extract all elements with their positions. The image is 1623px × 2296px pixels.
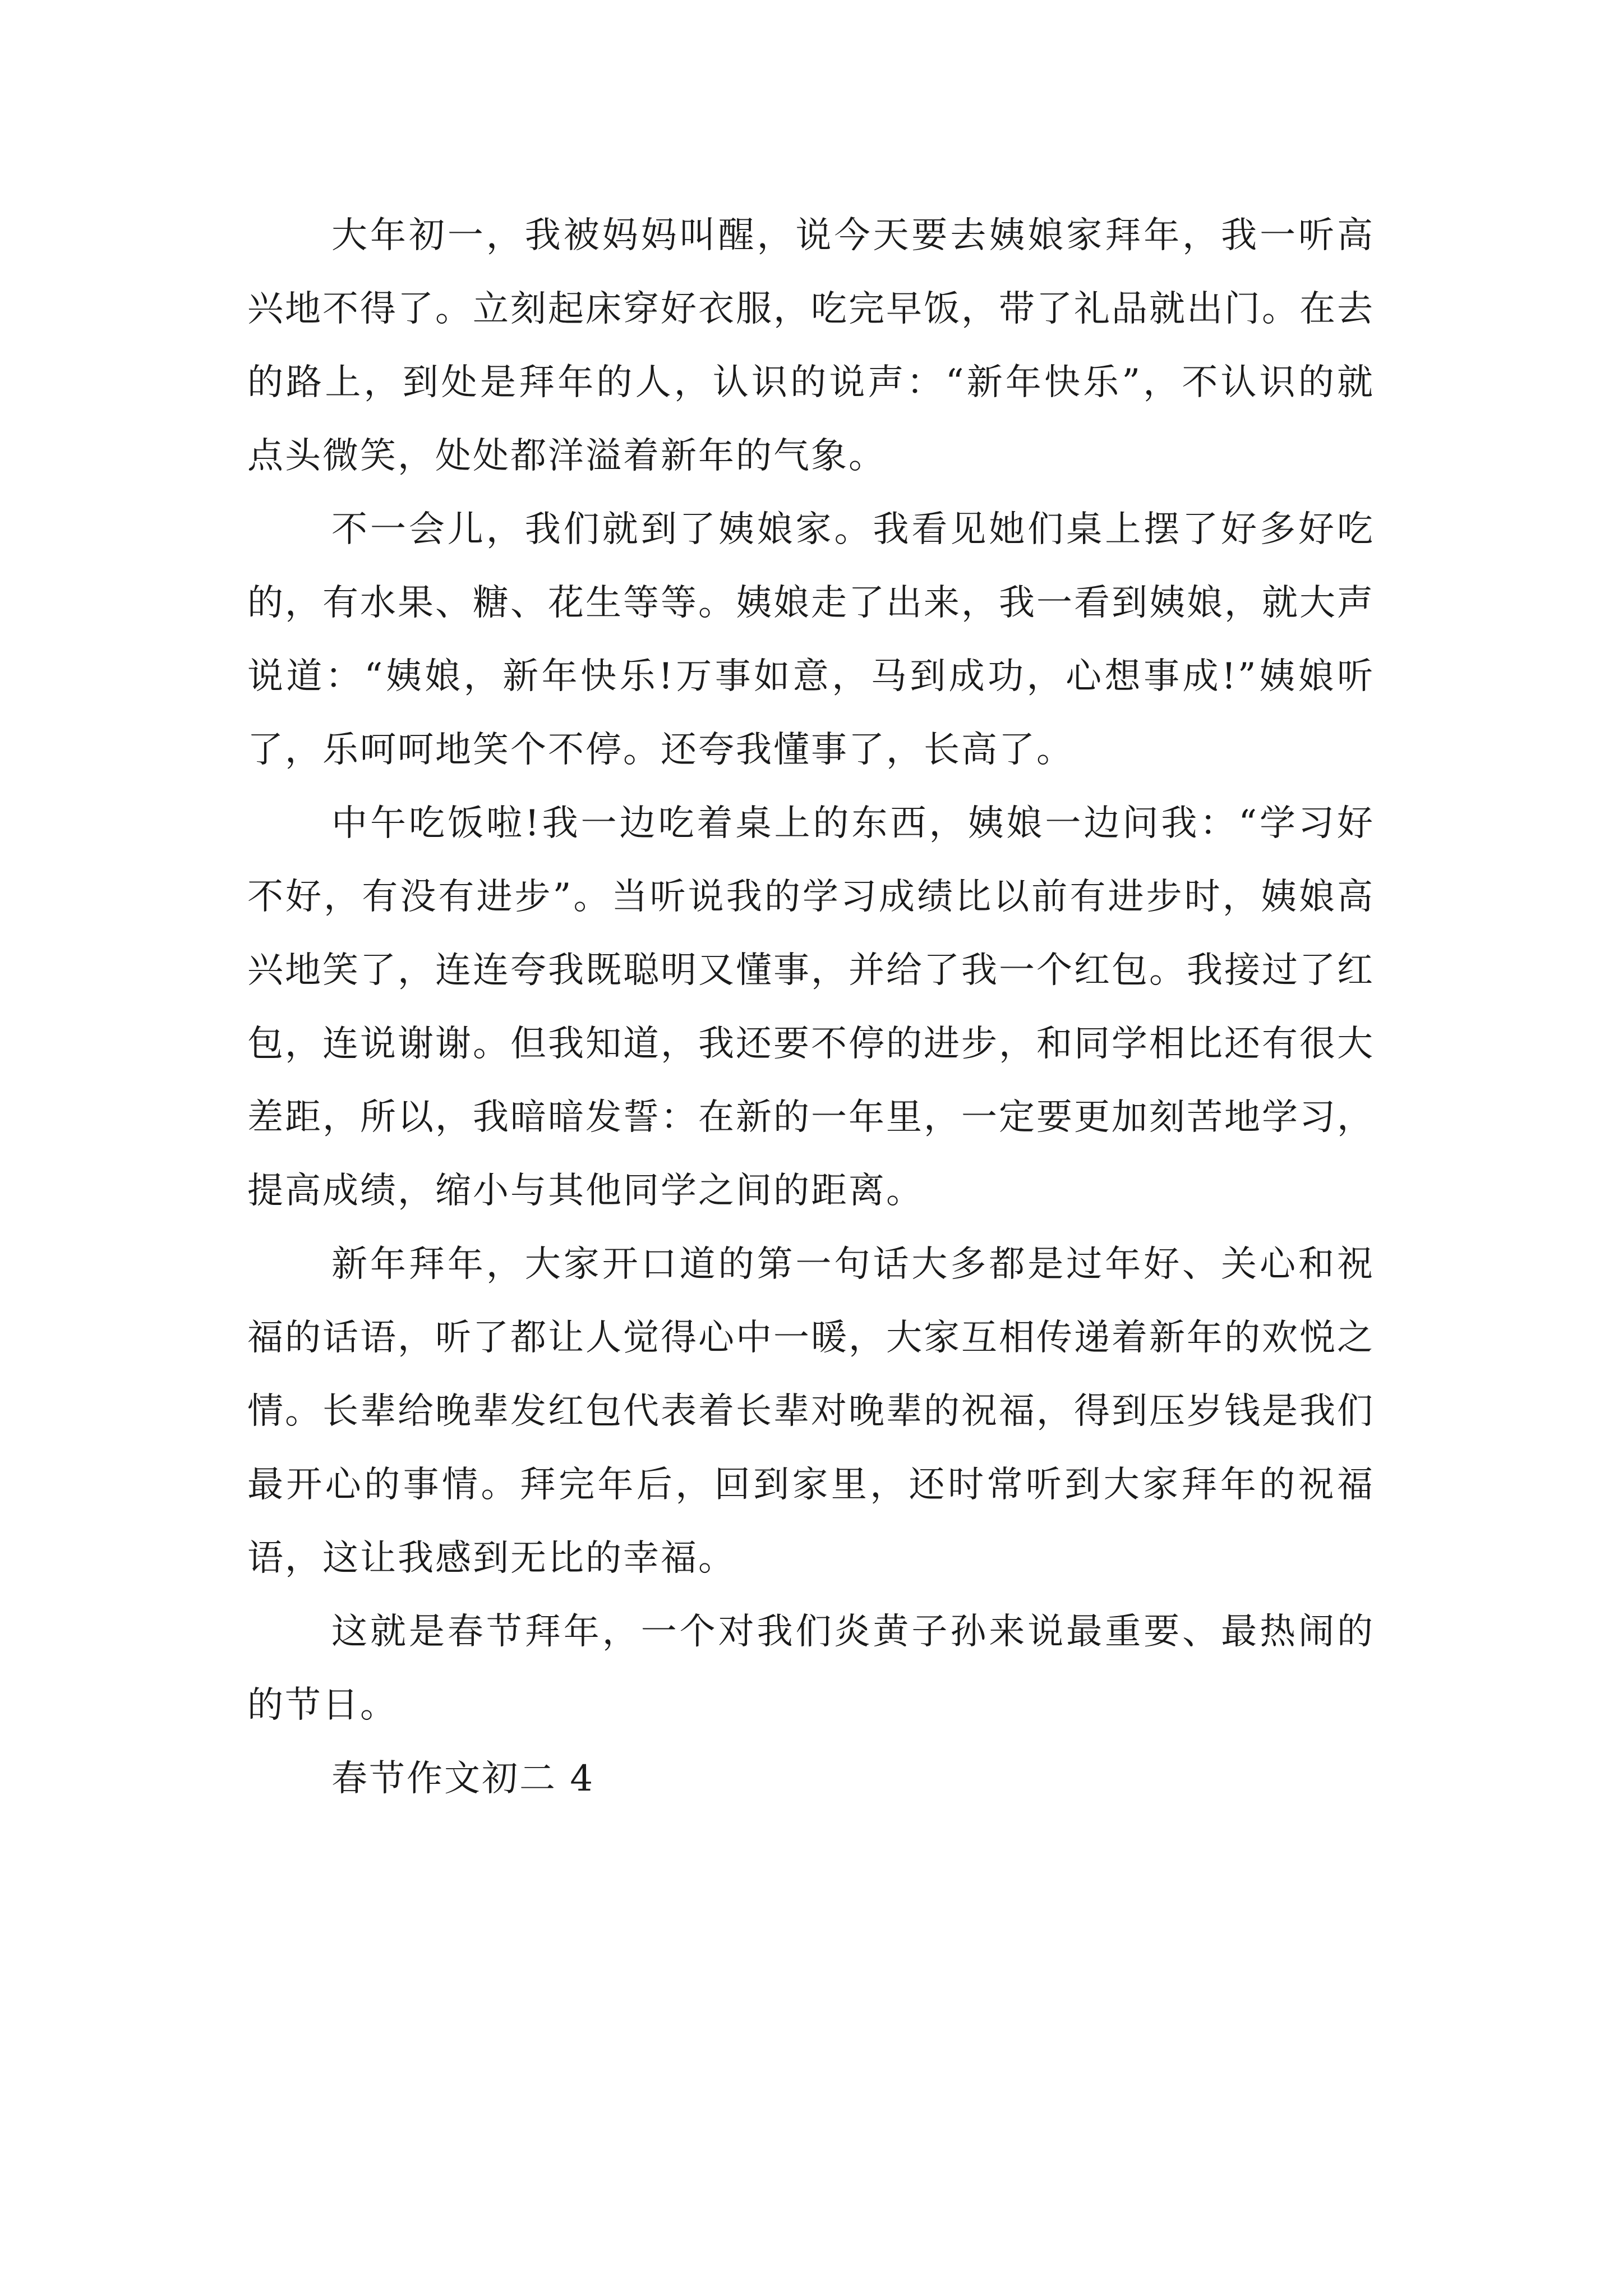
paragraph-3: 中午吃饭啦!我一边吃着桌上的东西，姨娘一边问我：“学习好不好，有没有进步”。当听说我的学习成绩比以前有进步时，姨娘高兴地笑了，连连夸我既聪明又懂事，并给了我一个红包。我接过了红包，连说谢谢。但我知道，我还要不停的进步，和同学相比还有很大差距，所以，我暗暗发誓：在新的一年里，一定要更加刻苦地学习，提高成绩，缩小与其他同学之间的距离。	[247, 803, 1375, 1212]
paragraph-4: 新年拜年，大家开口道的第一句话大多都是过年好、关心和祝福的话语，听了都让人觉得心中一暖，大家互相传递着新年的欢悦之情。长辈给晚辈发红包代表着长辈对晚辈的祝福，得到压岁钱是我们最开心的事情。拜完年后，回到家里，还时常听到大家拜年的祝福语，这让我感到无比的幸福。	[247, 1244, 1375, 1579]
paragraph-2: 不一会儿，我们就到了姨娘家。我看见她们桌上摆了好多好吃的，有水果、糖、花生等等。姨娘走了出来，我一看到姨娘，就大声说道：“姨娘，新年快乐!万事如意，马到成功，心想事成!”姨娘听了，乐呵呵地笑个不停。还夸我懂事了，长高了。	[247, 509, 1375, 771]
document-body	[247, 199, 1375, 1816]
section-heading: 春节作文初二 4	[331, 1758, 595, 1800]
paragraph-5: 这就是春节拜年，一个对我们炎黄子孙来说最重要、最热闹的的节日。	[247, 1611, 1375, 1726]
paragraph-1: 大年初一，我被妈妈叫醒，说今天要去姨娘家拜年，我一听高兴地不得了。立刻起床穿好衣服，吃完早饭，带了礼品就出门。在去的路上，到处是拜年的人，认识的说声：“新年快乐”，不认识的就点头微笑，处处都洋溢着新年的气象。	[247, 215, 1375, 477]
